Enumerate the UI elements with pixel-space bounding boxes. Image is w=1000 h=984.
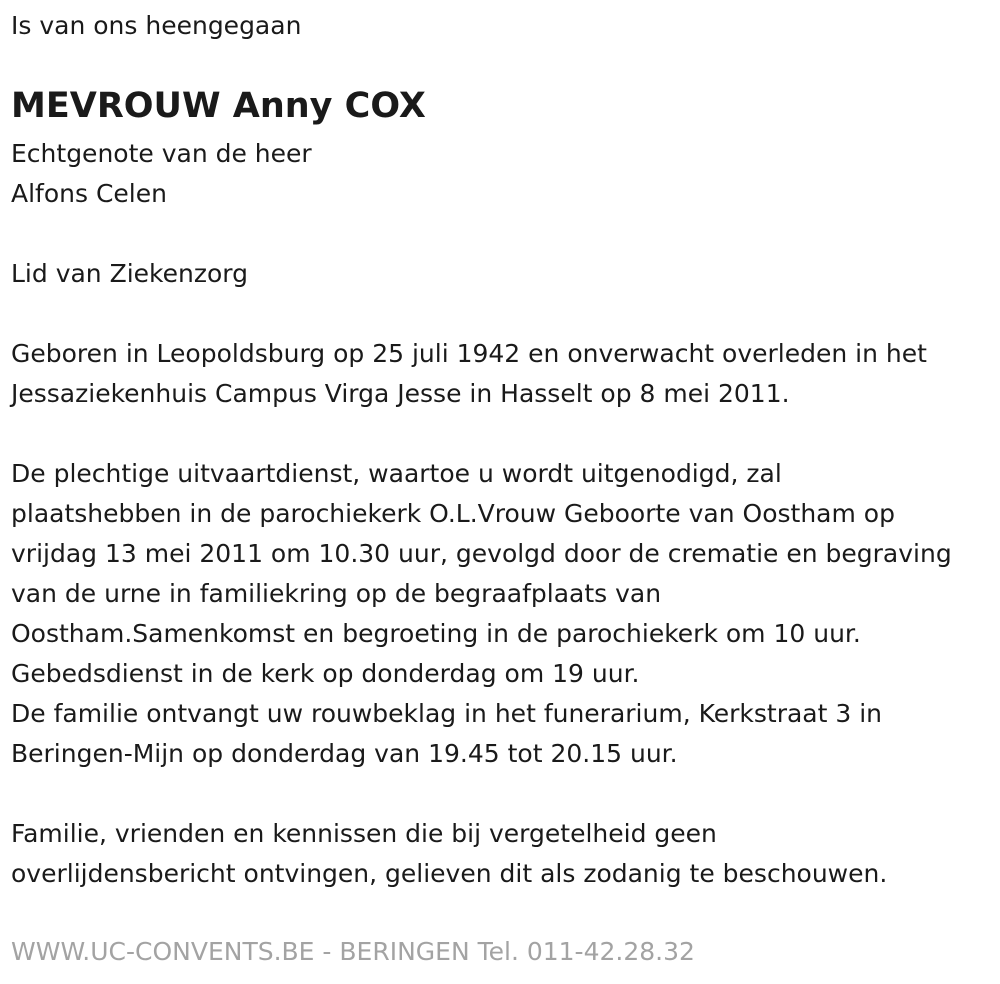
- paragraph-line: Beringen-Mijn op donderdag van 19.45 tot 20.15 uur.: [11, 739, 678, 768]
- spouse-block: [11, 134, 996, 214]
- intro-text: Is van ons heengegaan: [11, 11, 302, 40]
- paragraph-line: Oostham.Samenkomst en begroeting in de parochiekerk om 10 uur.: [11, 619, 861, 648]
- paragraph-line: De plechtige uitvaartdienst, waartoe u wordt uitgenodigd, zal: [11, 459, 782, 488]
- paragraph-line: vrijdag 13 mei 2011 om 10.30 uur, gevolgd door de crematie en begraving: [11, 539, 952, 568]
- birth-death-paragraph: [11, 334, 996, 414]
- paragraph-line: van de urne in familiekring op de begraafplaats van: [11, 579, 662, 608]
- membership-text: Lid van Ziekenzorg: [11, 259, 248, 288]
- paragraph-line: Gebedsdienst in de kerk op donderdag om 19 uur.: [11, 659, 640, 688]
- paragraph-line: Familie, vrienden en kennissen die bij vergetelheid geen: [11, 819, 717, 848]
- spouse-line: Alfons Celen: [11, 179, 167, 208]
- paragraph-line: Geboren in Leopoldsburg op 25 juli 1942 en onverwacht overleden in het: [11, 339, 927, 368]
- obituary-notice: [11, 8, 996, 894]
- paragraph-line: De familie ontvangt uw rouwbeklag in het funerarium, Kerkstraat 3 in: [11, 699, 883, 728]
- publisher-footer: WWW.UC-CONVENTS.BE - BERINGEN Tel. 011-42.28.32: [11, 937, 695, 966]
- ceremony-paragraph: [11, 454, 996, 774]
- paragraph-line: overlijdensbericht ontvingen, gelieven dit als zodanig te beschouwen.: [11, 859, 888, 888]
- deceased-name: MEVROUW Anny COX: [11, 86, 426, 126]
- spouse-line: Echtgenote van de heer: [11, 139, 312, 168]
- paragraph-line: plaatshebben in de parochiekerk O.L.Vrouw Geboorte van Oostham op: [11, 499, 895, 528]
- paragraph-line: Jessaziekenhuis Campus Virga Jesse in Hasselt op 8 mei 2011.: [11, 379, 790, 408]
- closing-paragraph: [11, 814, 996, 894]
